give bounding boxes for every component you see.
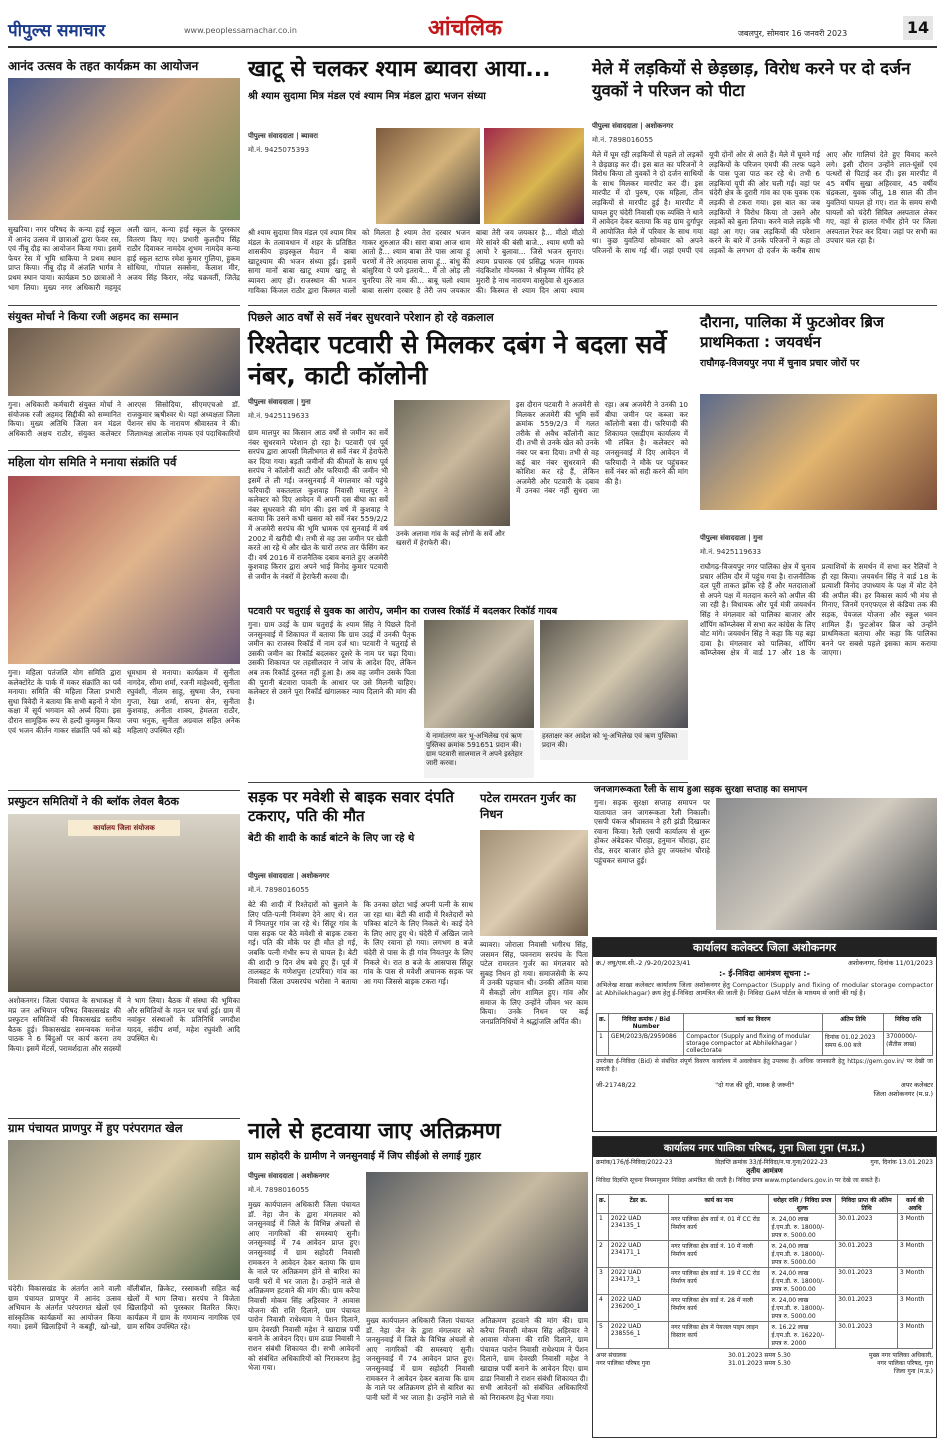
- article-patwari-record: [248, 604, 688, 779]
- article-mobile: मो.नं. 9425119633: [700, 548, 762, 556]
- notice-title: कार्यालय नगर पालिका परिषद, गुना जिला गुना (म.प्र.): [593, 1137, 936, 1157]
- notice-nit: विज्ञप्ति क्रमांक 33/ई-निविदा/न.पा.गुना/2022-23: [715, 1159, 828, 1166]
- article-body-continued: मुख्य कार्यपालन अधिकारी जिला पंचायत डॉ. नेहा जैन के द्वारा मंगलवार को जनसुनवाई में जिले के विभिन्न अंचलों से आए नागरिकों की समस्याएं सुनी। जनसुनवाई में 74 आवेदन प्राप्त हुए। जनसुनवाई में ग्राम सहोदरी निवासी रामकरन ने आवेदन देकर बताया कि ग्राम के नाले पर अतिक्रमण होने से बारिश का पानी घरों में भर जाता है। उन्होंने नाले से अतिक्रमण हटवाने की मांग की। ग्राम करैया निवासी मोकम सिंह अहिरवार ने आवास योजना की राशि दिलाने, ग्राम पंचायत पारोन निवासी राधेश्याम ने पेंशन दिलाने, ग्राम देवरछी निवासी महेश ने खाद्यान्न पर्ची बनाने के आवेदन दिए। ग्राम ढाडा निवासी ने राशन संबंधी शिकायत दी। सभी आवेदनों को संबंधित अधिकारियों को निराकरण हेतु भेजा गया।: [366, 1316, 588, 1402]
- notice-ref: क्र./ लघु/एस.सी.-2 /9-20/2023/41: [596, 959, 691, 967]
- table-cell: 3 Month: [897, 1214, 932, 1241]
- table-cell: Compactor (Supply and fixing of modular storage compactor at Abhilekhagar ) collectorate: [684, 1032, 823, 1056]
- article-mobile: मो.नं. 9425075393: [248, 146, 310, 154]
- article-byline: पीपुल्स संवाददाता | ब्यावरा: [248, 132, 318, 140]
- article-byline: पीपुल्स संवाददाता | अशोकनगर: [248, 872, 330, 880]
- table-row: [597, 1268, 933, 1295]
- table-header-cell: अंतिम तिथि: [823, 1014, 884, 1032]
- article-body: मेले में घूम रही लड़कियों से पहले तो लड़कों ने छेड़छाड़ कर दी। इस बात का परिजनों ने विरोध किया तो युवकों ने दो दर्जन साथियों के साथ मिलकर मारपीट कर दी। इस मारपीट में दो पुरुष, एक महिला, तीन लड़कियों से मारपीट हुई है। मारपीट में घायल हुए चंदेरी निवासी एक व्यक्ति ने थाने में आवेदन देकर बताया कि वह ग्राम दुर्गापुर में आयोजित मेले में परिवार के साथ गया था। कुछ युवतियां सोमवार को अपने परिजनों के साथ गई थीं। जहां एमपी एवं यूपी दोनों ओर से आते हैं। मेले में घूमने गई लड़कियों के परिजन एमपी की तरफ पढ़ने के पास पूजा पाठ कर रहे थे। तभी 6 लड़कियां यूपी की ओर चली गईं। वहां पर चंदेरी क्षेत्र के दुरारी गांव का एक युवक एक लड़की से टकरा गया। इस बात का जब लड़कियों ने विरोध किया तो उसने और लड़कों को बुला लिया। करने वाले लड़के भी वहां आ गए। जब लड़कियों की परेशान करने के बारे में उनके परिजनों ने कहा तो लड़कों के लगभग दो दर्जन के करीब साथ आए और गालियां देते हुए विवाद करने लगे। इसी दौरान उन्होंने लात-घूंसों एवं पत्थरों से पिटाई कर दी। इस मारपीट में 45 वर्षीय सुखा अहिरवार, 45 वर्षीय चंद्रकला, युवक जीतू, 18 साल की तीन युवतियां घायल हो गए। रात के समय सभी घायलों को चंदेरी सिविल अस्पताल लेकर गए, वहां से हालत गंभीर होने पर जिला अस्पताल रेफर कर दिया। जहां पर सभी का उपचार चल रहा है।: [592, 150, 937, 255]
- article-khatu-shyam: [248, 58, 584, 303]
- table-cell: 30.01.2023: [836, 1322, 898, 1349]
- article-photo: [540, 620, 688, 728]
- article-body: चंदेरी। विकासखंड के अंतर्गत आने वाली ग्राम पंचायत प्राणपुर में आनंद उत्सव अभियान के अंतर्गत परंपरागत खेलों एवं सांस्कृतिक कार्यक्रमों का आयोजन किया गया। इसमें खिलाड़ियों ने कबड्डी, खो-खो, वॉलीबॉल, क्रिकेट, रस्साकशी सहित कई खेलों में भाग लिया। सरपंच ने विजेता खिलाड़ियों को पुरस्कार वितरित किए। कार्यक्रम में ग्राम के गणमान्य नागरिक एवं ग्राम सचिव उपस्थित रहे।: [8, 1284, 240, 1332]
- notice-signature: मुख्य नगर पालिका अधिकारी, नगर पालिका परिषद, गुना जिला गुना (म.प्र.): [868, 1352, 933, 1375]
- article-headline: सड़क पर मवेशी से बाइक सवार दंपति टकराए, पति की मौत: [248, 788, 454, 825]
- article-headline: प्रस्फुटन समितियों ने की ब्लॉक लेवल बैठक: [8, 795, 179, 808]
- page-number: 14: [903, 16, 933, 40]
- article-body: सुखरिया। नगर परिषद के कन्या हाई स्कूल में आनंद उत्सव में छात्राओं द्वारा फेयर रस, एवं नींबू दौड़ का आयोजन किया गया। इसमें फेयर रेस में भूमि धाकिया ने प्रथम स्थान प्राप्त किया। नींबू दौड़ में अंजलि भार्गव ने प्रथम स्थान पाया। कार्यक्रम 50 छात्राओं ने भाग लिया। मुख्य नगर अधिकारी महमूद अली खान, कन्या हाई स्कूल के पुरस्कार वितरण किए गए। प्रभारी कुलदीप सिंह राठौर दिवाकर नामदेव शुभम नामदेव कन्या हाई स्कूल स्टाफ रमेश कुमार गुलिया, हुकम सोधिया, गोपाल सक्सेना, कैलाश मीर, अजय सिंह किरार, नरेंद्र चक्रवर्ती, जितेंद्र: [8, 225, 240, 292]
- table-row: [597, 1241, 933, 1268]
- table-row: [597, 1295, 933, 1322]
- notice-footer-left: अपर संचालक नगर पालिका परिषद गुना: [596, 1352, 650, 1367]
- article-headline: आनंद उत्सव के तहत कार्यक्रम का आयोजन: [8, 59, 199, 73]
- table-cell: 2022 UAD 236200_1: [608, 1295, 668, 1322]
- notice-date: गुना, दिनांक 13.01.2023: [870, 1159, 933, 1166]
- table-cell: नगर पालिका क्षेत्र वार्ड नं. 10 में नाली निर्माण कार्य: [668, 1241, 768, 1268]
- article-body: गुना। अधिकारी कर्मचारी संयुक्त मोर्चा ने संयोजक रजी अहमद सिद्दीकी को सम्मानित किया। मुख्य अतिथि जिला वन मंडल अधिकारी अक्षय राठौर, संयुक्त कलेक्टर आरएस सिसोदिया, सीएमएचओ डॉ. राजकुमार ऋषीश्वर थे। यहां अध्यक्षता जिला पेंशनर संघ के नारायण श्रीवास्तव ने की। जिलाध्यक्ष आलोक नायक एवं पदाधिकारियों: [8, 400, 240, 438]
- notice-slogan: "दो गज की दूरी, मास्क है जरूरी": [715, 1081, 795, 1089]
- table-header-cell: कार्य की अवधि: [897, 1195, 932, 1214]
- article-sanyukt-morcha: [8, 312, 240, 447]
- table-cell: 1: [597, 1032, 609, 1056]
- notice-table: [596, 1194, 933, 1349]
- article-photo: [376, 128, 480, 224]
- table-cell: 5: [597, 1322, 609, 1349]
- table-cell: 2: [597, 1241, 609, 1268]
- section-title: आंचलिक: [428, 16, 502, 41]
- article-byline: पीपुल्स संवाददाता | गुना: [700, 534, 763, 542]
- article-body: अशोकनगर। जिला पंचायत के सभाकक्ष में मप्र जन अभियान परिषद विकासखंड की प्रस्फुटन समितियों की विकासखंड स्तरीय बैठक हुई। विकासखंड समन्वयक मनोज पाठक ने 6 बिंदुओं पर कार्य करना तय किया। इसमें मेंटर्स, परामर्शदाता और सदस्यों ने भाग लिया। बैठक में संस्था की भूमिका और समितियों के गठन पर चर्चा हुई। ग्राम में नवांकुर संस्थाओं के प्रतिनिधि जगदीश यादव, संदीप शर्मा, महेश रघुवंशी आदि उपस्थित थे।: [8, 996, 240, 1053]
- table-cell: 3: [597, 1268, 609, 1295]
- article-mela-chhedchhad: [592, 58, 937, 303]
- table-cell: नगर पालिका क्षेत्र वार्ड नं. 28 में नाली निर्माण कार्य: [668, 1295, 768, 1322]
- article-mobile: मो.नं. 7898016055: [592, 136, 654, 144]
- article-photo: [8, 1140, 240, 1280]
- article-prasfutan-samiti: [8, 796, 240, 1116]
- photo-caption: उनके अलावा गांव के कई लोगों के सर्वे और खसरों में हेराफेरी की।: [396, 530, 505, 547]
- table-header-cell: कार्य का नाम: [668, 1195, 768, 1214]
- article-headline: संयुक्त मोर्चा ने किया रजी अहमद का सम्मान: [8, 311, 179, 323]
- article-bike-accident: [248, 788, 473, 1113]
- article-headline: रिश्तेदार पटवारी से मिलकर दबंग ने बदला सर्वे नंबर, काटी कॉलोनी: [248, 330, 667, 390]
- article-headline: ग्राम पंचायत प्राणपुर में हुए परंपरागत खेल: [8, 1121, 183, 1135]
- table-cell: रु. 16.22 लाख ई.एम.डी. रु. 16220/- प्रपत्र रु. 2000: [769, 1322, 836, 1349]
- article-body: बेटे की शादी में रिश्तेदारों को बुलाने के लिए पति-पत्नी निमंत्रण देने आए थे। रात में नियतपुर गांव जा रहे थे। सिंदूर गांव के पास सड़क पर बैठे मवेशी से बाइक टकरा गई। पति की मौके पर ही मौत हो गई, जबकि पत्नी गंभीर रूप से घायल है। बेटी की शादी 9 दिन शेष बचे हुए हैं। पूर्व में तालबहट के गणेशपुरा (टपरिया) गांव का निवासी जिला उपसरपंच भरोसा ने बताया कि उनका छोटा भाई अपनी पत्नी के साथ जा रहा था। बेटी की शादी में रिश्तेदारों को पत्रिका बांटने के लिए निकले थे। काई देने के लिए आए हुए थे। चंदेरी में अखिल जाने के लिए रवाना हो गया। लगभग 8 बजे चंदेरी से पास के ही गांव नियतपुर के लिए निकले थे। रात 8 बजे के आसपास सिंदूर गांव के पास से मवेशी अचानक सड़क पर आ गया जिससे बाइक टकरा गई।: [248, 900, 473, 986]
- table-header-cell: कार्य का विवरण: [684, 1014, 823, 1032]
- table-cell: दिनांक 01.02.2023 समय 6.00 बजे: [823, 1032, 884, 1056]
- table-row: [597, 1032, 933, 1056]
- article-headline: खाटू से चलकर श्याम ब्यावरा आया...: [248, 57, 551, 82]
- article-subhead: राघौगढ़-विजयपुर नपा में चुनाव प्रचार जोरों पर: [700, 358, 860, 369]
- table-cell: GEM/2023/B/2959086: [608, 1032, 683, 1056]
- photo-banner: कार्यालय जिला संयोजक: [68, 820, 180, 836]
- article-photo: [8, 814, 240, 992]
- article-headline: जनजागरूकता रैली के साथ हुआ सड़क सुरक्षा सप्ताह का समापन: [594, 785, 808, 795]
- table-cell: 1: [597, 1214, 609, 1241]
- table-header-cell: धरोहर राशि / निविदा प्रपत्र शुल्क: [769, 1195, 836, 1214]
- table-header-cell: निविदा क्रमांक / Bid Number: [608, 1014, 683, 1032]
- article-subhead: श्री श्याम सुदामा मित्र मंडल एवं श्याम मित्र मंडल द्वारा भजन संध्या: [248, 91, 486, 103]
- notice-note: उपरोक्त ई-निविदा (Bid) से संबंधित संपूर्ण विवरण कार्यालय में अवलोकन हेतु उपलब्ध हैं। अधिक जानकारी हेतु https://gem.gov.in/ पर देखी जा सकती है।: [596, 1058, 933, 1073]
- table-cell: 2022 UAD 234171_1: [608, 1241, 668, 1268]
- article-headline: महिला योग समिति ने मनाया संक्रांति पर्व: [8, 455, 177, 469]
- article-subhead: ग्राम सहोदरी के ग्रामीण ने जनसुनवाई में जिप सीईओ से लगाई गुहार: [248, 1151, 481, 1163]
- table-cell: 3 Month: [897, 1322, 932, 1349]
- article-mobile: मो.नं. 7898016055: [248, 1186, 310, 1194]
- table-cell: 30.01.2023: [836, 1268, 898, 1295]
- article-anand-utsav: [8, 60, 240, 300]
- article-body: गुना। ग्राम उदई के ग्राम चतुराई के श्याम सिंह ने पिछले दिनों जनसुनवाई में शिकायत में बताया कि ग्राम उदई में उनकी पैतृक जमीन का राजस्व रिकॉर्ड में नाम दर्ज था। पटवारी ने चतुराई से उसकी जमीन का रिकॉर्ड बदलकर दूसरे के नाम पर चढ़ा दिया। उसकी शिकायत पर तहसीलदार ने जांच के आदेश दिए, लेकिन अब तक रिकॉर्ड दुरुस्त नहीं हुआ है। अब वह जमीन उसके पिता की पुरानी बंटवारा पावती के आधार पर उसे मिलनी चाहिए। कलेक्टर से उसने पूरा रिकॉर्ड खंगालकर न्याय दिलाने की मांग की है।: [248, 620, 416, 706]
- table-row: [597, 1214, 933, 1241]
- notice-ref: क्रमांक/176/ई-निविदा/2022-23: [596, 1159, 673, 1166]
- article-body: ब्यावरा। जोराला निवासी भगीरथ सिंह, जसमन सिंह, पवनराम सरपंच के पिता पटेल रामरतन गुर्जर का मंगलवार को सुबह निधन हो गया। समाजसेवी के रूप में उनकी पहचान थी। उनकी अंतिम यात्रा में सैकड़ों लोग शामिल हुए। गांव और समाज के लिए उन्होंने जीवन भर काम किया। उनके निधन पर कई जनप्रतिनिधियों ने श्रद्धांजलि अर्पित की।: [480, 940, 588, 1026]
- table-header-cell: क्र.: [597, 1014, 609, 1032]
- tender-notice-collector: [592, 937, 937, 1132]
- notice-code: जी-21748/22: [596, 1081, 636, 1089]
- notice-title: कार्यालय कलेक्टर जिला अशोकनगर: [593, 938, 936, 957]
- table-row: [597, 1322, 933, 1349]
- table-cell: नगर पालिका क्षेत्र वार्ड नं. 01 में CC रोड निर्माण कार्य: [668, 1214, 768, 1241]
- notice-subtitle: तृतीय आमंत्रण: [746, 1167, 783, 1175]
- article-headline: दौराना, पालिका में फुटओवर ब्रिज प्राथमिकता : जयवर्धन: [700, 313, 885, 351]
- dateline: जबलपुर, सोमवार 16 जनवरी 2023: [738, 29, 848, 38]
- table-cell: रु. 24,00 लाख ई.एम.डी. रु. 18000/- प्रपत्र रु. 5000.00: [769, 1214, 836, 1241]
- article-patwari-survey: [248, 310, 688, 602]
- article-pranpur-khel: [8, 1122, 240, 1438]
- article-body: मुख्य कार्यपालन अधिकारी जिला पंचायत डॉ. नेहा जैन के द्वारा मंगलवार को जनसुनवाई में जिले के विभिन्न अंचलों से आए नागरिकों की समस्याएं सुनी। जनसुनवाई में 74 आवेदन प्राप्त हुए। जनसुनवाई में ग्राम सहोदरी निवासी रामकरन ने आवेदन देकर बताया कि ग्राम के नाले पर अतिक्रमण होने से बारिश का पानी घरों में भर जाता है। उन्होंने नाले से अतिक्रमण हटवाने की मांग की। ग्राम करैया निवासी मोकम सिंह अहिरवार ने आवास योजना की राशि दिलाने, ग्राम पंचायत पारोन निवासी राधेश्याम ने पेंशन दिलाने, ग्राम देवरछी निवासी महेश ने खाद्यान्न पर्ची बनाने के आवेदन दिए। ग्राम ढाडा निवासी ने राशन संबंधी शिकायत दी। सभी आवेदनों को संबंधित अधिकारियों को निराकरण हेतु भेजा गया।: [248, 1200, 360, 1373]
- photo-caption: हस्ताक्षर कर आदेश को भू-अभिलेख एवं ऋण पुस्तिका प्रदान की।: [540, 730, 688, 760]
- article-byline: पीपुल्स संवाददाता | अशोकनगर: [248, 1172, 330, 1180]
- table-header-cell: क्र.: [597, 1195, 609, 1214]
- article-body: ग्राम मालपुर का किसान आठ वर्षों से जमीन का सर्वे नंबर सुधरवाने परेशान हो रहा है। पटवारी एवं पूर्व सरपंच द्वारा आपसी मिलीभगत से सर्वे नंबर में हेराफेरी कर दिया गया। बड़ती जमीनों की कीमतों के साथ पूर्व सरपंच ने कॉलोनी काटी और फरियादी की जमीन भी इसमें ले ली गई। जनसुनवाई में मंगलवार को पहुंचे फरियादी वकतलाल कुशवाह निवासी मालपुर ने कलेक्टर को दिए आवेदन में अपनी दस बीघा का सर्वे नंबर सुधरवाने की मांग की। इस वर्ष में कुशवाह ने बताया कि उसने कभी खसरा को सर्वे नंबर 559/2/2 में अजमेरी सरपंच की भूमि भ्रामक एवं सुनवाई में वर्ष 2002 में खरीदी थी। तभी से वह उस जमीन पर खेती करते आ रहे थे और खेत के चारों तरफ तार फेंसिंग कर दी। वर्ष 2016 में राजनैतिक दबाव बनाते हुए अजमेरी कुशवाह किरार द्वारा अपने भाई विनोद कुमार पटवारी से जमीन के नंबरों में हेराफेरी करवा दी।: [248, 428, 388, 581]
- table-cell: 3 Month: [897, 1295, 932, 1322]
- article-photo: [700, 394, 937, 510]
- article-headline: पटवारी पर चतुराई से युवक का आरोप, जमीन का राजस्व रिकॉर्ड में बदलकर रिकॉर्ड गायब: [248, 606, 558, 617]
- masthead-url[interactable]: www.peoplessamachar.co.in: [184, 26, 297, 35]
- table-cell: 4: [597, 1295, 609, 1322]
- table-cell: नगर पालिका क्षेत्र वार्ड नं. 19 में CC रोड निर्माण कार्य: [668, 1268, 768, 1295]
- photo-caption: ये नामांतरण कर भू-अभिलेख एवं ऋण पुस्तिका क्रमांक 591651 प्रदान की। ग्राम पटवारी सालमाल ने अपने इस्तेहार जारी करवा।: [424, 730, 534, 778]
- notice-intro: निविदा विज्ञप्ति सूचना नियमानुसार निविदा आमंत्रित की जाती है। निविदा प्रपत्र www.mptenders.gov.in पर देखे जा सकते हैं।: [596, 1177, 881, 1184]
- table-cell: 30.01.2023: [836, 1214, 898, 1241]
- table-cell: 3 Month: [897, 1268, 932, 1295]
- table-cell: नगर पालिका क्षेत्र में पेयजल पाइप लाइन विस्तार कार्य: [668, 1322, 768, 1349]
- article-photo: [8, 476, 240, 664]
- article-photo: [424, 620, 534, 728]
- article-mahila-yog-samiti: [8, 456, 240, 786]
- masthead: [8, 10, 937, 48]
- article-body: गुना। महिला पतंजलि योग समिति द्वारा कलेक्टोरेट के पार्क में मकर संक्रांति का पर्व मनाया। समिति की महिला जिला प्रभारी सुधा त्रिवेदी ने बताया कि सभी बहनों ने योग कक्षा में सूर्य भगवान को अर्घ्य दिया। इस दौरान सामूहिक रूप से हल्दी कुमकुम किया एवं भजन कीर्तन गाकर संक्रांति पर्व को बड़े धूमधाम से मनाया। कार्यक्रम में सुनीता नागदेव, सीमा शर्मा, रजनी माहेश्वरी, सुनीता रघुवंशी, नीलम साहू, सुषमा जैन, रचना गुप्ता, रेखा शर्मा, सपना सेन, सुनीता कुशवाह, अनीता शाक्य, हेमलता राठौर, जया धनुक, सुनीता अग्रवाल सहित अनेक महिलाएं उपस्थित रहीं।: [8, 668, 240, 735]
- notice-intro: अभिलेख शाखा कलेक्टर कार्यालय जिला अशोकनगर हेतु Compactor (Supply and fixing of modular storage compactor at Abhilekhagar) क्रय हेतु ई-निविदा आमंत्रित की जाती है। निविदा GeM पोर्टल के माध्यम से जारी की गई है।: [596, 981, 933, 997]
- article-photo: [8, 78, 240, 220]
- notice-subtitle: :- ई-निविदा आमंत्रण सूचना :-: [719, 969, 810, 978]
- article-mobile: मो.नं. 7898016055: [248, 886, 310, 894]
- article-photo: [484, 128, 584, 224]
- article-photo: [366, 1172, 588, 1312]
- table-cell: 2022 UAD 238556_1: [608, 1322, 668, 1349]
- notice-signature: अपर कलेक्टर जिला अशोकनगर (म.प्र.): [873, 1081, 933, 1098]
- article-body: इस दौरान पटवारी ने अजमेरी से मिलकर अजमेरी की भूमि सर्वे क्रमांक 559/2/3 में गलत तरीके से अवैध कॉलोनी काट दी। तभी से उनके खेत को उनके नंबर पर बना दिया। तभी से वह कई बार नंबर सुधरवाने की कोशिश कर रहे हैं, लेकिन अजमेरी और पटवारी के दबाव में उनका नंबर नहीं सुधरा जा रहा। अब अजमेरी ने उनकी 10 बीघा जमीन पर कब्जा कर कॉलोनी बसा दी। फरियादी की शिकायत एसडीएम कार्यालय में भी लंबित है। कलेक्टर को जनसुनवाई में दिए आवेदन में फरियादी ने मौके पर पहुंचकर सर्वे नंबर को सही करने की मांग की है।: [516, 400, 688, 496]
- article-headline: पटेल रामरतन गुर्जर का निधन: [480, 791, 576, 821]
- table-cell: रु. 24,00 लाख ई.एम.डी. रु. 18000/- प्रपत्र रु. 5000.00: [769, 1295, 836, 1322]
- article-subhead: बेटी की शादी के कार्ड बांटने के लिए जा रहे थे: [248, 833, 415, 844]
- notice-date: अशोकनगर, दिनांक 11/01/2023: [847, 959, 933, 967]
- article-body: श्री श्याम सुदामा मित्र मंडल एवं श्याम मित्र मंडल के तत्वावधान में शहर के प्रतिष्ठित शासकीय हाइस्कूल मैदान में बाबा खाटूश्याम की भजन संध्या हुई। इसमें सागा मानों बाबा खाटू श्याम खाटू से ब्यावरा आए हों। राजस्थान की भजन गायिका किंजल राठौर द्वारा किस्मत वालों को मिलता है श्याम तेरा दरबार भजन गाकर शुरुआत की। सारा बाबा आज धाम आतो है... श्याम बाबा तेरे पास आया हूं चरणों में तेरे आदयास लाया हूं... बांधु केी बांसुरिया पे पणे इतराये... मैं तो ओड़ ली चुनरिया तेरे नाम की... बाबू चलो श्याम बाबा सत्संग दरबार है तेरी जय जयकार बाबा तेरी जय जयकार है... मीठो मीठो मेरे सांवरे की बंसी बाजे... श्याम धणी को आयो रे बुलावा... जिसे भजन सुनाए। श्याम प्रचारक एवं प्रसिद्ध भजन गायक नंदकिशोर गोयनका ने श्रीकृष्ण गोविंद हरे मुरारी हे नाथ नारायण वासुदेवा से शुरुआत की। किस्मत से श्याम दिन आया श्याम: [248, 228, 584, 295]
- article-photo: [394, 400, 510, 526]
- article-headline: मेले में लड़कियों से छेड़छाड़, विरोध करने पर दो दर्जन युवकों ने परिजन को पीटा: [592, 59, 911, 100]
- tender-notice-guna: [592, 1136, 937, 1438]
- notice-table: [596, 1013, 933, 1056]
- article-photo: [8, 328, 240, 396]
- table-cell: रु. 24,00 लाख ई.एम.डी. रु. 18000/- प्रपत्र रु. 5000.00: [769, 1268, 836, 1295]
- table-header-cell: निविदा प्राप्त की अंतिम तिथि: [836, 1195, 898, 1214]
- article-headline: नाले से हटवाया जाए अतिक्रमण: [248, 1119, 501, 1144]
- table-cell: 2022 UAD 234135_1: [608, 1214, 668, 1241]
- article-mobile: मो.नं. 9425119633: [248, 412, 310, 420]
- article-photo: [716, 798, 937, 930]
- table-cell: 3 Month: [897, 1241, 932, 1268]
- table-cell: 3700000/- (सैंतीस लाख): [884, 1032, 933, 1056]
- article-photo: [480, 830, 588, 936]
- masthead-logo: पीपुल्स समाचार: [8, 21, 106, 41]
- article-byline: पीपुल्स संवाददाता | अशोकनगर: [592, 122, 674, 130]
- notice-footer-dates: 30.01.2023 समय 5.30 31.01.2023 समय 5.30: [728, 1352, 791, 1367]
- table-header-cell: टेंडर क्र.: [608, 1195, 668, 1214]
- article-byline: पीपुल्स संवाददाता | गुना: [248, 398, 311, 406]
- article-patel-nidhan: [480, 790, 588, 1112]
- article-body: राघौगढ़-विजयपुर नगर पालिका क्षेत्र में चुनाव प्रचार अंतिम दौर में पहुंच गया है। राजनीतिक दल पूरी ताकत झोंक रहे हैं और मतदाताओं से अपने पक्ष में मतदान करने को अपील की जा रही है। विधायक और पूर्व मंत्री जयवर्धन सिंह ने मंगलवार को पालिका बाजार और शॉपिंग कॉम्प्लेक्स में सभा कर कांग्रेस के लिए वोट मांगे। जयवर्धन सिंह ने कहा कि यह बड़ा दावा है। मंगलवार को पालिका, शॉपिंग कॉम्प्लेक्स क्षेत्र में वार्ड 17 और 18 के प्रत्याशियों के समर्थन में सभा कर रैलियों ने ही रहा किया। जयवर्धन सिंह ने वार्ड 18 के प्रत्याशी विनोद उपाध्याय के पक्ष में वोट देने की अपील की। हर विकास कार्य भी मंच से गिनाए, जिनमें एनएफएल से कंडिया तक की सड़क, पेयजल योजना और स्कूल भवन शामिल हैं। फुटओवर ब्रिज को उन्होंने प्राथमिकता बताया और कहा कि पालिका बनने पर सबसे पहले इसका काम कराया जाएगा।: [700, 562, 937, 658]
- table-header-cell: निविदा राशि: [884, 1014, 933, 1032]
- article-nala-atikraman: [248, 1120, 588, 1438]
- table-cell: 30.01.2023: [836, 1241, 898, 1268]
- table-cell: 30.01.2023: [836, 1295, 898, 1322]
- article-road-safety: [594, 782, 937, 932]
- article-body: गुना। सड़क सुरक्षा सप्ताह समापन पर यातायात जन जागरूकता रैली निकाली। एसपी पंकज श्रीवास्तव ने हरी झंडी दिखाकर रवाना किया। रैली एसपी कार्यालय से शुरू होकर अंबेडकर चौराहा, हनुमान चौराहा, हाट रोड, सदर बाजार होते हुए जयस्तंभ चौराहे पहुंचकर समाप्त हुई।: [594, 798, 710, 865]
- article-kicker: पिछले आठ वर्षों से सर्वे नंबर सुधरवाने परेशान हो रहे वक्रलाल: [248, 311, 494, 324]
- table-cell: 2022 UAD 234173_1: [608, 1268, 668, 1295]
- table-cell: रु. 24,00 लाख ई.एम.डी. रु. 18000/- प्रपत्र रु. 5000.00: [769, 1241, 836, 1268]
- article-footover-bridge: [700, 312, 937, 767]
